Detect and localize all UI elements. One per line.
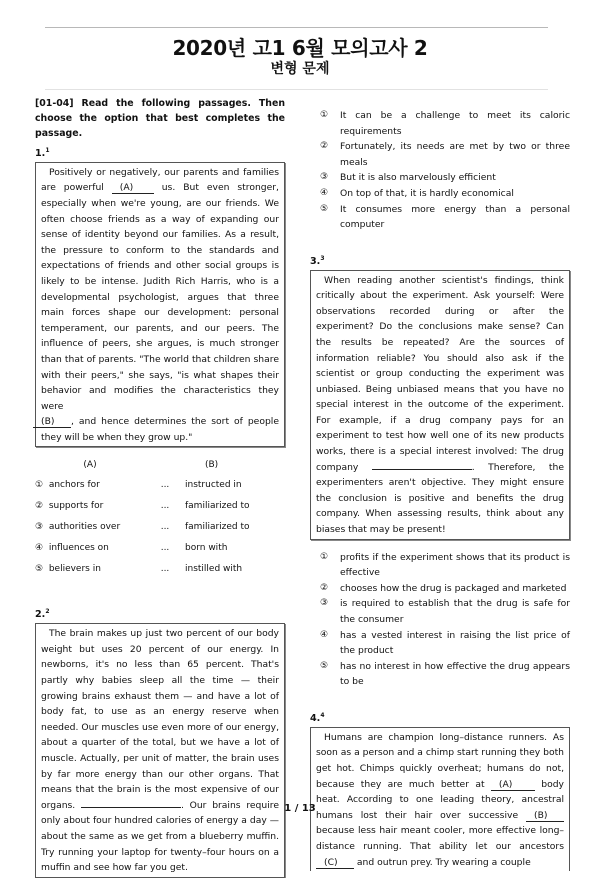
blank-a: (A) [491,779,535,791]
option-mark: ② [320,141,329,152]
option-mark: ③ [320,172,329,183]
option-item[interactable]: ② Fortunately, its needs are met by two or three meals [310,139,570,170]
option-mark: ② [320,582,329,593]
option-item[interactable]: ③ is required to establish that the drug is safe for the consumer [310,596,570,627]
option-mark: ① [320,110,329,120]
option-mark: ⑤ [320,660,329,671]
option-mark: ② [35,501,44,512]
header-bottom-rule [45,89,548,90]
column-header-b: (B) [205,459,219,470]
page-subtitle: 변형 문제 [270,61,330,77]
page-number: 1 / 13 [284,803,316,814]
question-1-passage: Positively or negatively, our parents and families are powerful (A) us. But even stronger, especially when we're young, are our friends. We often choose friends as a way of expanding our sense of identity beyond our families. As a result, the pressure to conform to the standards and expectations of friends and other social groups is likely to be intense. Judith Rich Harris, who is a developmental psychologist, argues that three main forces shape our development: personal temperament, our parents, and our peers. The influence of peers, she argues, is much stronger than that of parents. "The world that children share with their peers," she says, "is what shapes their behavior and modifies the characteristics they were (B) , and hence determines the sort of people they will be when they grow up." [35,162,285,448]
question-3-number: 3.$^3$ [310,254,325,267]
question-4-number: 4.$^4$ [310,711,325,725]
option-item[interactable]: ③ But it is also marvelously efficient [310,170,570,186]
question-3-passage: When reading another scientist's findings, think critically about the experiment. Ask yourself: Were observations recorded during or after the experiment? Do the conclusions make sense? Can the results be repeated? Are the sources of information reliable? You should also ask if the scientist or group conducting the experiment was unbiased. Being unbiased means that you have no special interest in the outcome of the experiment. For example, if a drug company pays for an experiment to test how well one of its new products works, there is a special interest involved: The drug company . Therefore, the experimenters aren't objective. They might ensure the conclusion is positive and benefits the drug company. When assessing results, think about any biases that may be present! [310,270,570,540]
question-2-number: 2.$^2$ [35,608,50,621]
footnote-ref: 3 [320,254,325,262]
option-row[interactable]: ④ influences on ... born with [35,543,228,554]
header-top-rule [45,27,548,28]
footnote-ref: 2 [45,608,50,616]
page-title: 2020년 고1 6월 모의고사 2 [172,36,428,60]
blank-c: (C) [316,857,354,869]
option-mark: ⑤ [35,564,44,575]
option-mark: ① [35,480,44,491]
footnote-ref: 1 [45,147,50,154]
option-item[interactable]: ② chooses how the drug is packaged and marketed [310,581,570,597]
option-mark: ⑤ [320,203,329,214]
blank-b: (B) [526,810,564,822]
option-item[interactable]: ① It can be a challenge to meet its caloric requirements [310,108,570,139]
option-mark: ③ [35,522,44,533]
option-item[interactable]: ① profits if the experiment shows that its product is effective [310,550,570,581]
blank [372,469,472,470]
option-item[interactable]: ⑤ It consumes more energy than a personal computer [310,202,570,233]
question-1-options [35,455,285,580]
question-3-options [310,550,570,690]
option-item[interactable]: ④ On top of that, it is hardly economical [310,186,570,202]
right-column [310,96,570,871]
option-item[interactable]: ④ has a vested interest in raising the list price of the product [310,628,570,659]
question-4-passage: Humans are champion long–distance runners. As soon as a person and a chimp start running they both get hot. Chimps quickly overheat; humans do not, because they are much better at (A) body heat. According to one leading theory, ancestral humans lost their hair over successive (B) because less hair meant cooler, more effective long–distance running. That ability let our ancestors (C) and outrun prey. Try wearing a couple [310,727,570,871]
option-mark: ① [320,551,329,562]
column-header-a: (A) [83,459,97,470]
option-mark: ④ [35,543,44,554]
question-1-number: 1.$^1$ [35,147,50,160]
section-instructions: [01-04] Read the following passages. Then choose the option that best completes the passage. [35,98,285,139]
option-mark: ④ [320,629,329,640]
left-column [35,96,285,878]
blank-b: (B) [33,416,71,428]
question-2-passage: The brain makes up just two percent of our body weight but uses 20 percent of our energy. In newborns, it's no less than 65 percent. That's partly why babies sleep all the time — their growing brains exhaust them — and have a lot of body fat, to use as an energy reserve when needed. Our muscles use even more of our energy, about a quarter of the total, but we have a lot of muscle. Actually, per unit of matter, the brain uses by far more energy than our other organs. That means that the brain is the most expensive of our organs. . Our brains require only about four hundred calories of energy a day — about the same as we get from a blueberry muffin. Try running your laptop for twenty–four hours on a muffin and see how far you get. [35,623,285,878]
option-mark: ③ [320,598,329,609]
option-item[interactable]: ⑤ has no interest in how effective the drug appears to be [310,659,570,690]
blank-a: (A) [112,182,154,194]
option-row[interactable]: ① anchors for ... instructed in [35,480,242,491]
footnote-ref: 4 [320,711,325,719]
question-2-options [310,108,570,233]
option-row[interactable]: ③ authorities over ... familiarized to [35,522,250,533]
option-row[interactable]: ② supports for ... familiarized to [35,501,250,512]
option-mark: ④ [320,187,329,198]
option-row[interactable]: ⑤ believers in ... instilled with [35,564,243,575]
